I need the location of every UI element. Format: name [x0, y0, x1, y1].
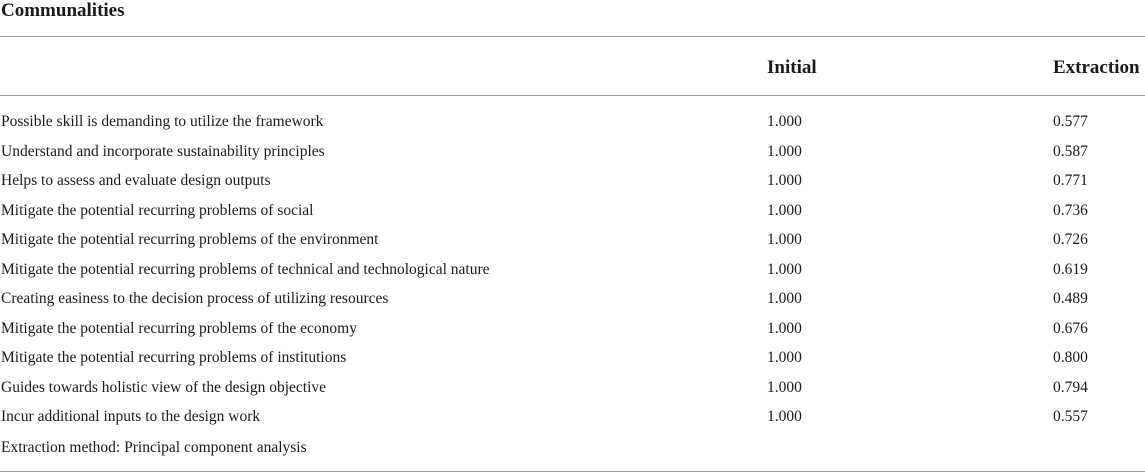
row-extraction-value: 0.800 — [1053, 349, 1088, 366]
row-extraction-value: 0.794 — [1053, 378, 1088, 396]
row-extraction-value: 0.676 — [1053, 319, 1088, 337]
row-label: Creating easiness to the decision process of utilizing resources — [1, 290, 389, 307]
column-header-extraction: Extraction — [1053, 57, 1140, 78]
table-row — [0, 142, 1145, 172]
table-row — [0, 289, 1145, 319]
row-label: Mitigate the potential recurring problems of technical and technological nature — [1, 260, 490, 278]
table-row — [0, 112, 1145, 142]
row-label: Possible skill is demanding to utilize the framework — [1, 113, 324, 130]
row-label: Mitigate the potential recurring problems of institutions — [1, 349, 347, 366]
row-extraction-value: 0.619 — [1053, 260, 1088, 278]
row-extraction-value: 0.489 — [1053, 290, 1088, 307]
table-row — [0, 407, 1145, 437]
table-title: Communalities — [1, 0, 125, 21]
table-row — [0, 319, 1145, 349]
row-initial-value: 1.000 — [767, 260, 802, 278]
row-initial-value: 1.000 — [767, 113, 802, 130]
row-label: Mitigate the potential recurring problems of social — [1, 201, 314, 219]
row-initial-value: 1.000 — [767, 231, 802, 248]
row-extraction-value: 0.726 — [1053, 231, 1088, 248]
header-rule — [0, 95, 1145, 96]
row-extraction-value: 0.736 — [1053, 201, 1088, 219]
row-initial-value: 1.000 — [767, 172, 802, 189]
row-label: Helps to assess and evaluate design outputs — [1, 172, 271, 189]
row-label: Understand and incorporate sustainability principles — [1, 142, 325, 160]
row-initial-value: 1.000 — [767, 349, 802, 366]
row-extraction-value: 0.587 — [1053, 142, 1088, 160]
table-row — [0, 201, 1145, 231]
row-initial-value: 1.000 — [767, 142, 802, 160]
row-label: Guides towards holistic view of the design objective — [1, 378, 327, 396]
row-initial-value: 1.000 — [767, 201, 802, 219]
table-row — [0, 348, 1145, 378]
row-label: Mitigate the potential recurring problems of the economy — [1, 319, 357, 337]
table-row — [0, 230, 1145, 260]
row-initial-value: 1.000 — [767, 290, 802, 307]
row-extraction-value: 0.771 — [1053, 172, 1088, 189]
column-header-initial: Initial — [767, 57, 817, 78]
row-initial-value: 1.000 — [767, 378, 802, 396]
row-initial-value: 1.000 — [767, 319, 802, 337]
row-label: Incur additional inputs to the design work — [1, 408, 261, 425]
row-extraction-value: 0.557 — [1053, 408, 1088, 425]
row-initial-value: 1.000 — [767, 408, 802, 425]
table-row — [0, 171, 1145, 201]
bottom-rule — [0, 471, 1145, 472]
table-body — [0, 112, 1145, 437]
top-rule — [0, 36, 1145, 37]
table-row — [0, 378, 1145, 408]
row-extraction-value: 0.577 — [1053, 113, 1088, 130]
table-row — [0, 260, 1145, 290]
row-label: Mitigate the potential recurring problems of the environment — [1, 231, 379, 248]
table-footnote: Extraction method: Principal component analysis — [1, 439, 307, 456]
